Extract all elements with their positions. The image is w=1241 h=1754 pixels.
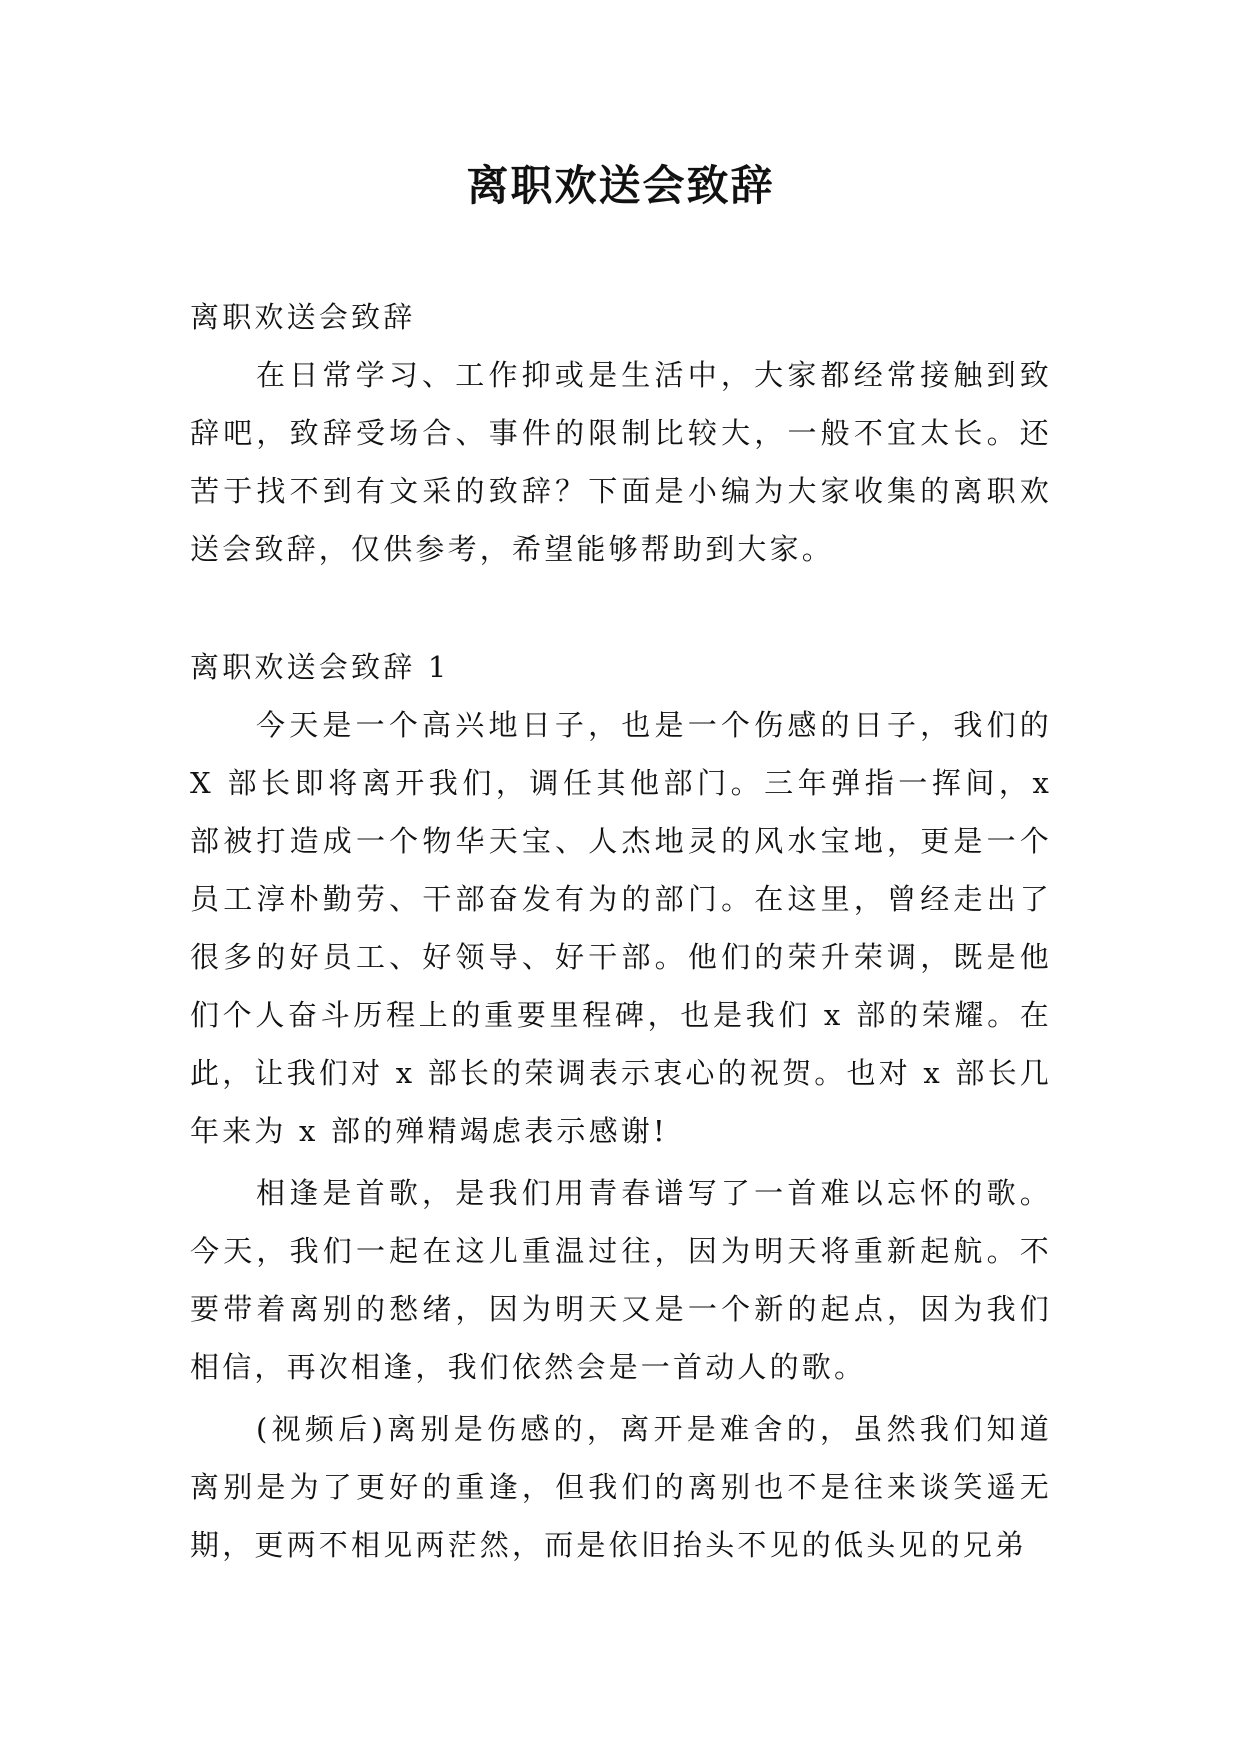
document-body	[190, 288, 1052, 1574]
body-paragraph: 相逢是首歌，是我们用青春谱写了一首难以忘怀的歌。今天，我们一起在这儿重温过往，因为明天将重新起航。不要带着离别的愁绪，因为明天又是一个新的起点，因为我们相信，再次相逢，我们依然会是一首动人的歌。	[190, 1176, 1052, 1384]
body-paragraph: 今天是一个高兴地日子，也是一个伤感的日子，我们的X 部长即将离开我们，调任其他部门。三年弹指一挥间，x 部被打造成一个物华天宝、人杰地灵的风水宝地，更是一个员工淳朴勤劳、干部奋发有为的部门。在这里，曾经走出了很多的好员工、好领导、好干部。他们的荣升荣调，既是他们个人奋斗历程上的重要里程碑，也是我们 x 部的荣耀。在此，让我们对 x 部长的荣调表示衷心的祝贺。也对 x 部长几年来为 x 部的殚精竭虑表示感谢!	[190, 708, 1052, 1148]
body-paragraph: (视频后)离别是伤感的，离开是难舍的，虽然我们知道离别是为了更好的重逢，但我们的离别也不是往来谈笑遥无期，更两不相见两茫然，而是依旧抬头不见的低头见的兄弟	[190, 1412, 1052, 1562]
document-title: 离职欢送会致辞	[466, 161, 775, 210]
intro-paragraph: 在日常学习、工作抑或是生活中，大家都经常接触到致辞吧，致辞受场合、事件的限制比较大，一般不宜太长。还苦于找不到有文采的致辞？下面是小编为大家收集的离职欢送会致辞，仅供参考，希望能够帮助到大家。	[190, 358, 1052, 566]
section-heading: 离职欢送会致辞 1	[190, 650, 450, 684]
section-spacer	[190, 578, 1052, 638]
document-subtitle: 离职欢送会致辞	[190, 300, 416, 334]
